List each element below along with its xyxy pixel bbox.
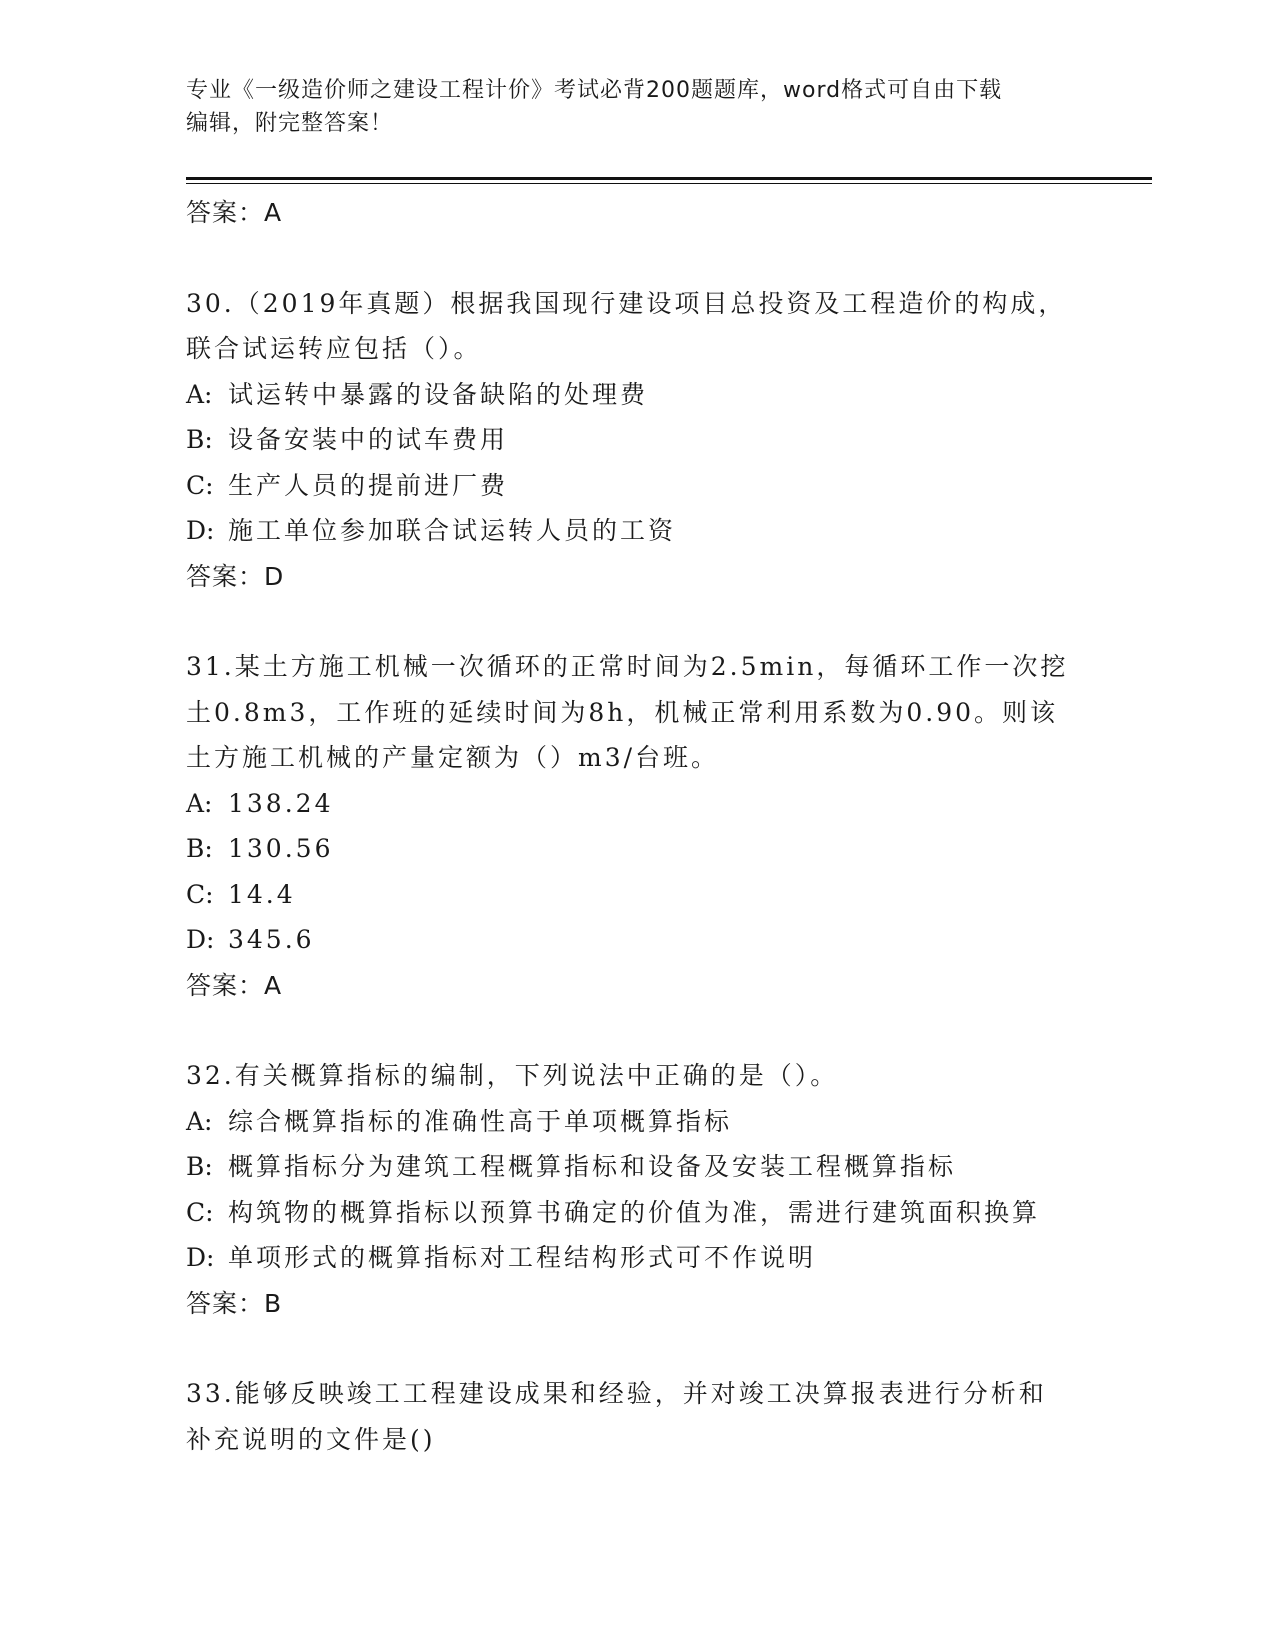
header-divider-thick [186,177,1152,180]
question-stem-line: 土方施工机械的产量定额为（）m3/台班。 [186,743,720,772]
option-letter: D: [186,1243,215,1272]
question-list [186,190,1086,1462]
option-text: 单项形式的概算指标对工程结构形式可不作说明 [228,1243,817,1272]
option-letter: B: [186,425,213,454]
option-letter: D: [186,925,215,954]
option-letter: C: [186,470,214,500]
option-c [186,463,1086,509]
option-d [186,1235,1086,1281]
header-divider-thin [186,183,1152,184]
question-stem-line: 土0.8m3，工作班的延续时间为8h，机械正常利用系数为0.90。则该 [186,697,1059,727]
option-letter: B: [186,1152,213,1181]
option-text: 138.24 [228,788,334,818]
option-text: 试运转中暴露的设备缺陷的处理费 [228,379,649,409]
option-a [186,372,1086,418]
answer-prev: 答案：A [186,198,283,227]
option-a [186,781,1086,827]
option-text: 概算指标分为建筑工程概算指标和设备及安装工程概算指标 [228,1152,957,1181]
spacer [186,1008,1086,1053]
question-stem-line: 联合试运转应包括（）。 [186,334,482,363]
option-b [186,417,1086,463]
option-text: 综合概算指标的准确性高于单项概算指标 [228,1106,733,1136]
question-30 [186,281,1086,600]
option-letter: C: [186,1197,214,1227]
question-stem-line: 30.（2019年真题）根据我国现行建设项目总投资及工程造价的构成， [186,288,1067,318]
option-c [186,1190,1086,1236]
document-header [186,74,1066,140]
answer: 答案：B [186,1288,283,1318]
option-text: 构筑物的概算指标以预算书确定的价值为准，需进行建筑面积换算 [228,1197,1041,1227]
option-a [186,1099,1086,1145]
question-stem-line: 31.某土方施工机械一次循环的正常时间为2.5min，每循环工作一次挖 [186,652,1069,681]
question-stem-line: 32.有关概算指标的编制，下列说法中正确的是（）。 [186,1061,839,1090]
option-d [186,917,1086,963]
header-line-1: 专业《一级造价师之建设工程计价》考试必背200题题库，word格式可自由下载 [186,78,1003,103]
option-text: 施工单位参加联合试运转人员的工资 [228,516,677,545]
option-letter: C: [186,879,214,909]
option-b [186,826,1086,872]
option-d [186,508,1086,554]
spacer [186,1326,1086,1371]
option-text: 设备安装中的试车费用 [228,425,509,454]
option-text: 345.6 [228,925,315,954]
option-text: 130.56 [228,834,334,863]
question-31 [186,644,1086,1008]
option-letter: A: [186,379,213,409]
option-letter: B: [186,834,213,863]
option-letter: D: [186,516,215,545]
question-32 [186,1053,1086,1326]
answer: 答案：D [186,561,285,591]
option-c [186,872,1086,918]
option-letter: A: [186,788,213,818]
option-letter: A: [186,1106,213,1136]
spacer [186,236,1086,281]
option-text: 生产人员的提前进厂费 [228,470,509,500]
question-33 [186,1371,1086,1462]
answer: 答案：A [186,970,283,1000]
header-line-2: 编辑，附完整答案！ [186,111,394,136]
option-b [186,1144,1086,1190]
option-text: 14.4 [228,879,296,909]
question-stem-line: 33.能够反映竣工工程建设成果和经验，并对竣工决算报表进行分析和 [186,1379,1047,1408]
question-stem-line: 补充说明的文件是() [186,1424,436,1454]
spacer [186,599,1086,644]
